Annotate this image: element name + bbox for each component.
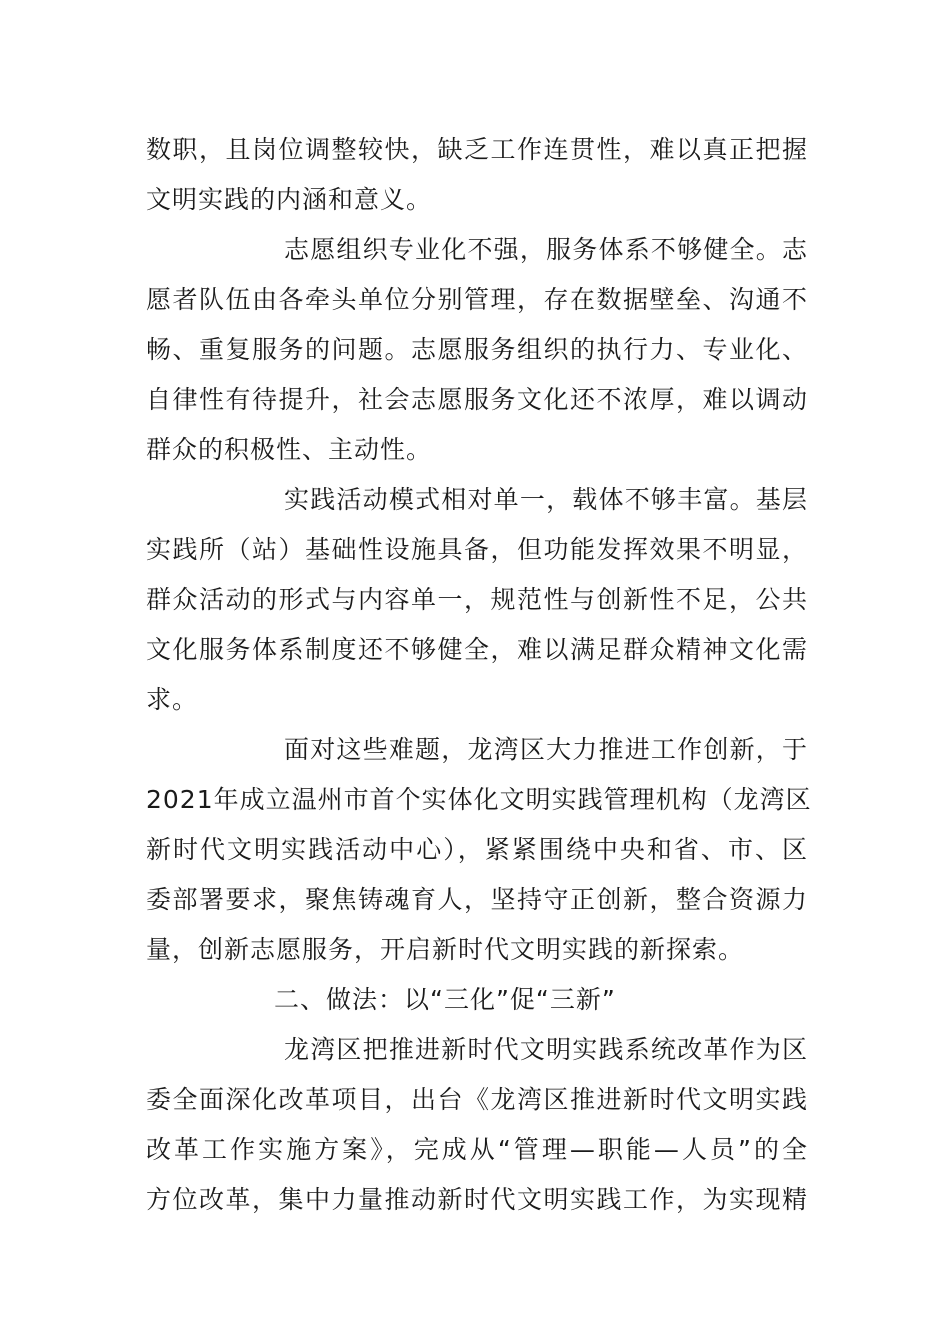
paragraph-line: 文明实践的内涵和意义。 <box>146 185 433 214</box>
paragraph-1 <box>146 125 808 225</box>
paragraph-line: 群众活动的形式与内容单一，规范性与创新性不足，公共 <box>146 585 808 614</box>
paragraph-line: 实践活动模式相对单一，载体不够丰富。基层 <box>284 485 808 514</box>
paragraph-4 <box>146 725 812 975</box>
paragraph-line: 志愿组织专业化不强，服务体系不够健全。志 <box>284 235 808 264</box>
paragraph-line: 方位改革，集中力量推动新时代文明实践工作，为实现精 <box>146 1185 808 1214</box>
paragraph-line: 实践所（站）基础性设施具备，但功能发挥效果不明显， <box>146 535 808 564</box>
paragraph-line: 畅、重复服务的问题。志愿服务组织的执行力、专业化、 <box>146 335 808 364</box>
paragraph-line: 龙湾区把推进新时代文明实践系统改革作为区 <box>284 1035 808 1064</box>
paragraph-line: 量，创新志愿服务，开启新时代文明实践的新探索。 <box>146 935 745 964</box>
paragraph-line: 面对这些难题，龙湾区大力推进工作创新，于 <box>284 735 808 764</box>
paragraph-5 <box>146 1025 808 1225</box>
section-heading-text: 二、做法：以“三化”促“三新” <box>274 985 616 1014</box>
paragraph-line: 改革工作实施方案》，完成从“管理—职能—人员”的全 <box>146 1135 808 1164</box>
paragraph-line: 文化服务体系制度还不够健全，难以满足群众精神文化需 <box>146 635 808 664</box>
paragraph-line: 愿者队伍由各牵头单位分别管理，存在数据壁垒、沟通不 <box>146 285 808 314</box>
paragraph-3 <box>146 475 808 725</box>
paragraph-line: 自律性有待提升，社会志愿服务文化还不浓厚，难以调动 <box>146 385 808 414</box>
paragraph-line: 委全面深化改革项目，出台《龙湾区推进新时代文明实践 <box>146 1085 808 1114</box>
paragraph-2 <box>146 225 808 475</box>
paragraph-line: 群众的积极性、主动性。 <box>146 435 433 464</box>
paragraph-line: 求。 <box>146 685 199 714</box>
paragraph-line: 2021年成立温州市首个实体化文明实践管理机构（龙湾区 <box>146 785 812 814</box>
section-heading <box>146 975 808 1025</box>
paragraph-line: 数职，且岗位调整较快，缺乏工作连贯性，难以真正把握 <box>146 135 808 164</box>
paragraph-line: 委部署要求，聚焦铸魂育人，坚持守正创新，整合资源力 <box>146 885 808 914</box>
paragraph-line: 新时代文明实践活动中心），紧紧围绕中央和省、市、区 <box>146 835 808 864</box>
document-body <box>146 125 812 1225</box>
